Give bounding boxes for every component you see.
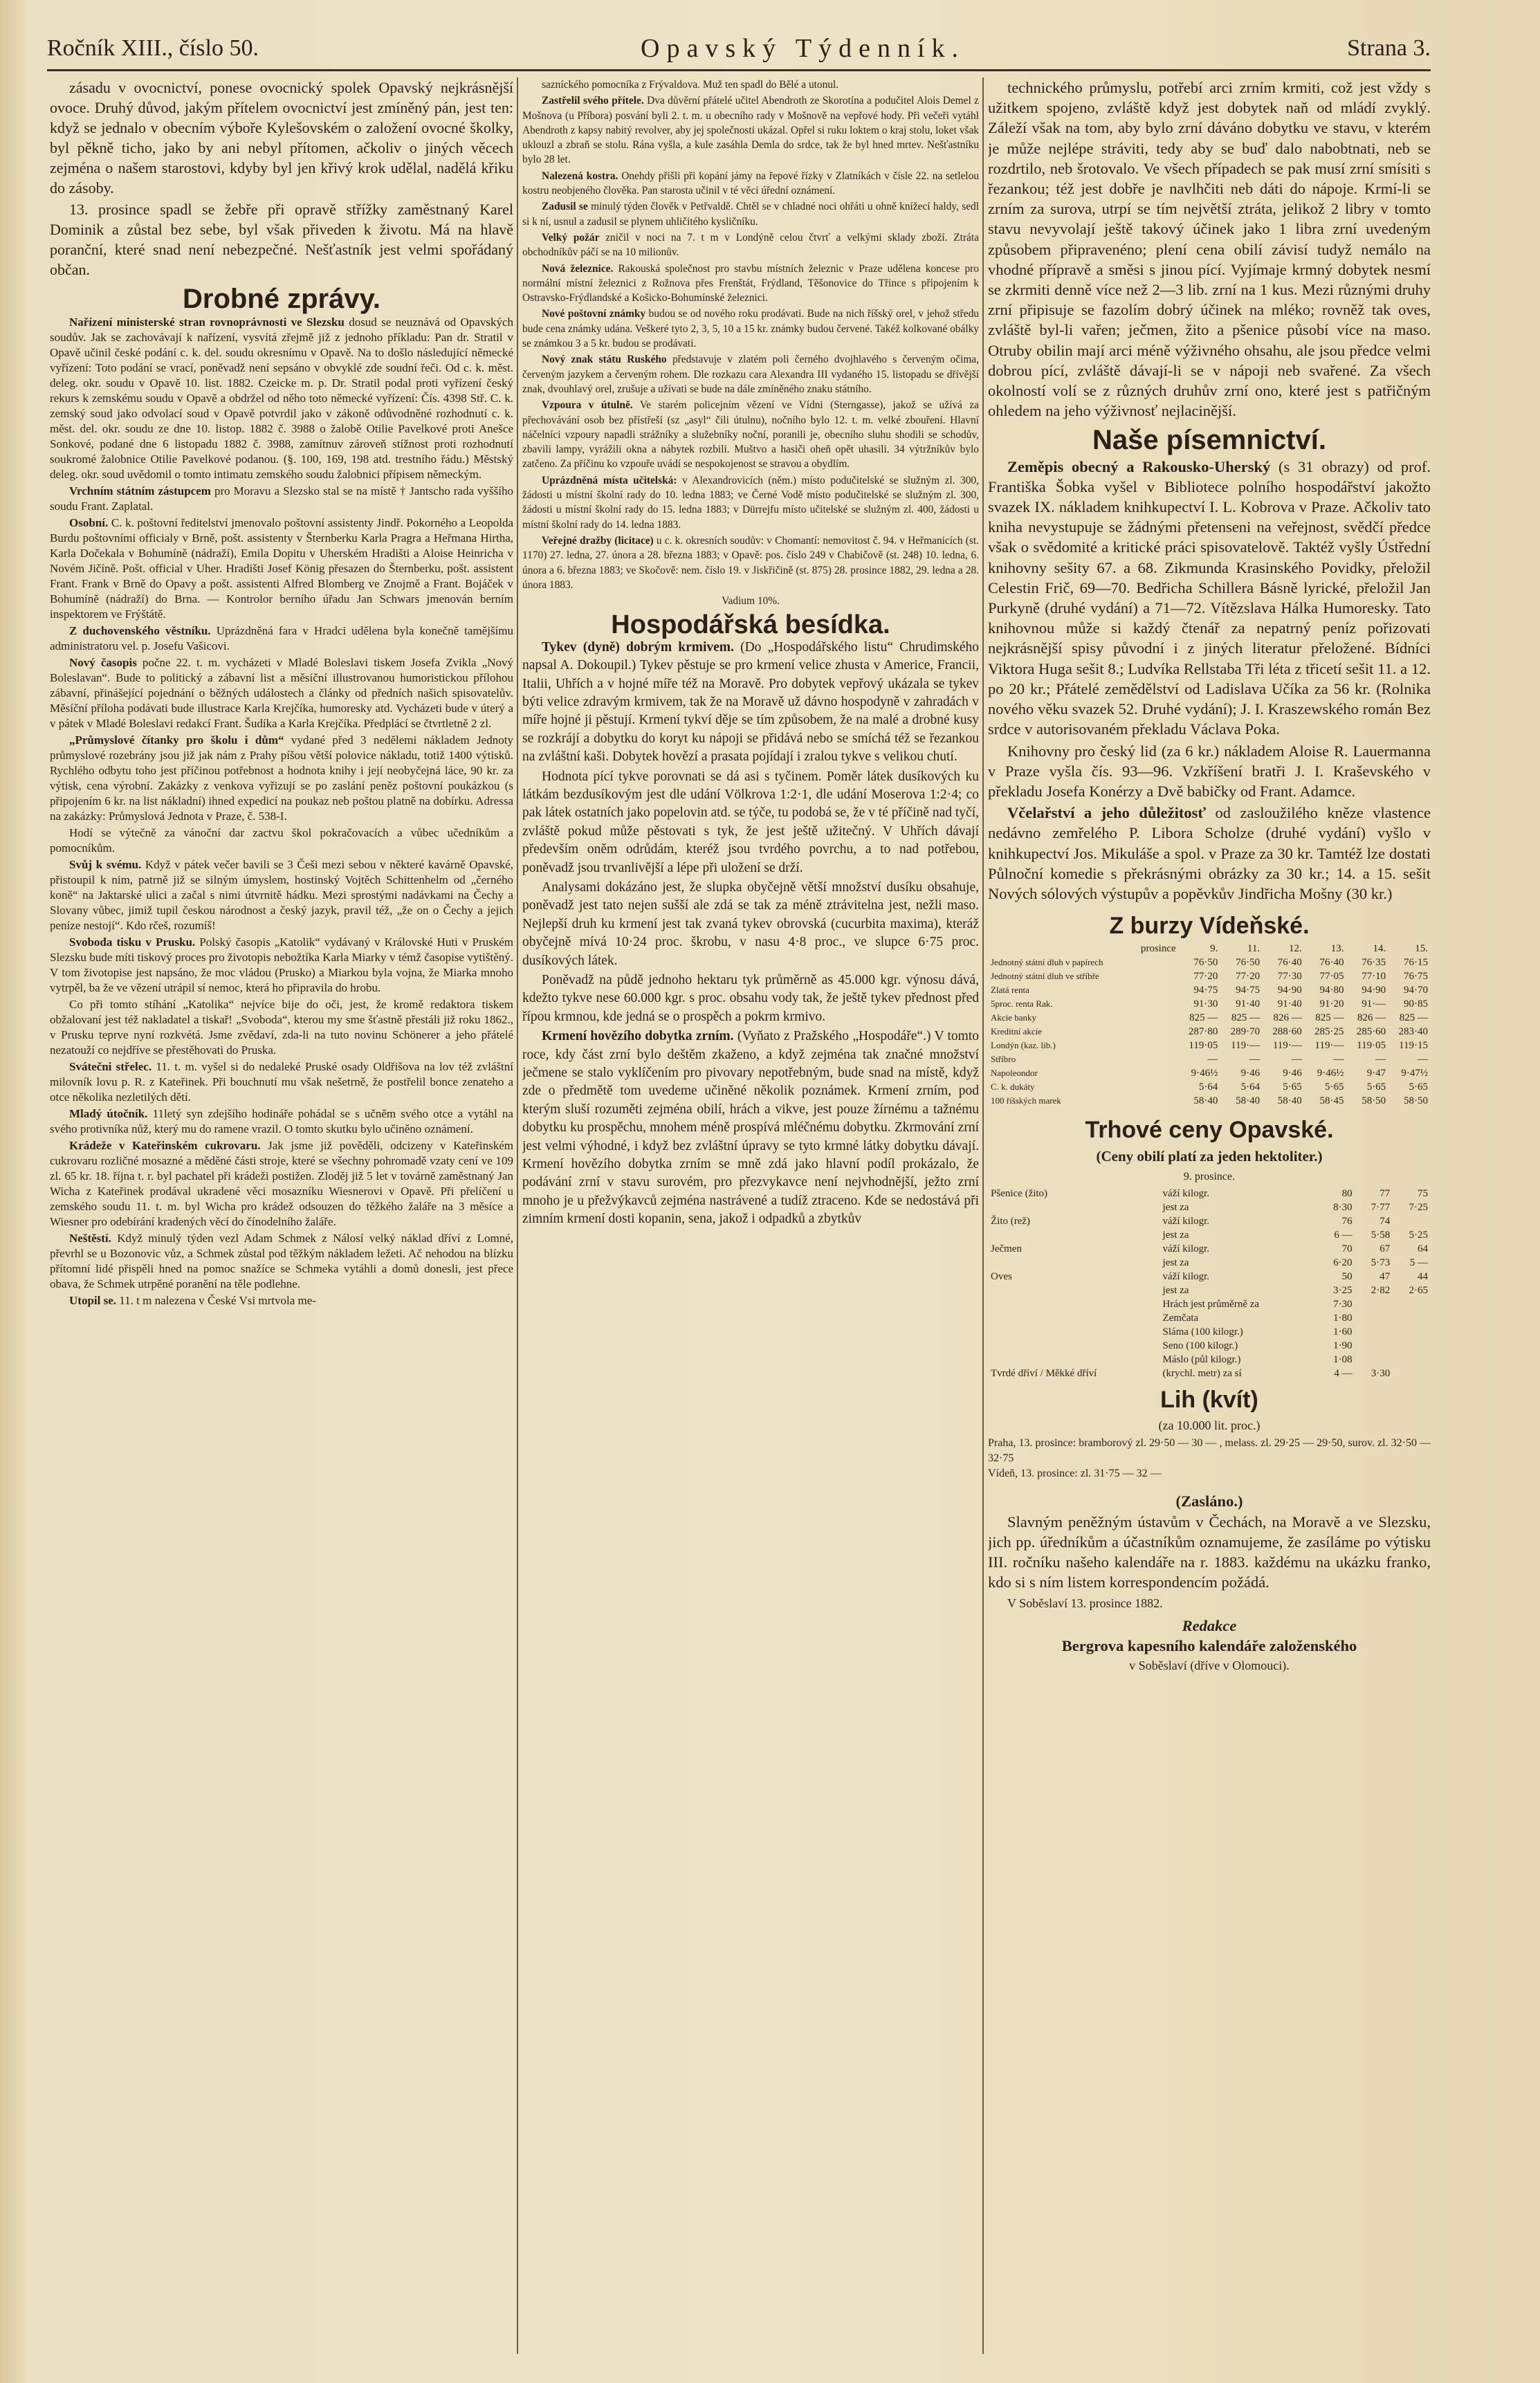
news-item: Nový znak státu Ruského představuje v zlatém poli černého dvojhlavého s červeným očima, červeným jazykem a červeným rohem. Dle rozkazu cara Alexandra III vydaného 15. listopadu se dřívější znak, dvouhlavý orel, zrušuje a užívati se bude na dále zmíněného znaku státního. [522, 354, 979, 395]
table-cell: jest za [1162, 1257, 1189, 1268]
table-cell: 1·08 [1333, 1353, 1353, 1365]
table-cell: 119·— [1272, 1040, 1302, 1052]
table-cell: 3·25 [1333, 1284, 1353, 1296]
table-cell: 288·60 [1272, 1026, 1302, 1038]
table-cell: 77·20 [1193, 971, 1218, 983]
table-cell: 76·40 [1277, 957, 1302, 969]
article-text: 13. prosince spadl se žebře při opravě střížky zaměstnaný Karel Dominik a zůstal bez sebe, byl však přiveden k životu. Má na hlavě poranční, které snad není nebezpečné. Nešťastník jest velmi spořádaný občan. [50, 201, 513, 278]
table-cell: Zemčata [1162, 1312, 1199, 1324]
table-cell: 94·75 [1236, 985, 1261, 996]
table-header [988, 942, 1431, 956]
table-cell [1355, 1297, 1393, 1311]
table-row [988, 983, 1431, 997]
table-cell [1130, 1039, 1179, 1052]
table-row [988, 1094, 1431, 1108]
table-cell: Londýn (kaz. lib.) [991, 1040, 1056, 1051]
column-1 [50, 77, 513, 2354]
table-header-cell: prosince [1140, 943, 1176, 955]
table-cell: 1·60 [1333, 1326, 1353, 1337]
market-subtitle: (Ceny obilí platí za jeden hektoliter.) [1096, 1147, 1323, 1165]
table-cell: 6 — [1334, 1229, 1353, 1241]
table-cell [1130, 1011, 1179, 1025]
table-cell: C. k. dukáty [991, 1081, 1035, 1093]
news-item: Z duchovenského věstníku. Uprázdněná fara v Hradci udělena byla konečně tamějšímu administratoru vel. p. Josefu Vašicovi. [50, 624, 513, 652]
table-cell: 5·65 [1283, 1081, 1302, 1093]
table-cell: Pšenice (žito) [991, 1187, 1048, 1199]
table-cell: 76·75 [1404, 971, 1428, 983]
table-cell: 80 [1341, 1187, 1353, 1199]
section-heading-hospodarska-besidka: Hospodářská besídka. [611, 610, 890, 640]
table-cell [1130, 969, 1179, 983]
table-cell [1130, 1066, 1179, 1080]
table-row [988, 1339, 1431, 1353]
table-cell: 70 [1341, 1243, 1353, 1254]
news-item: Vrchním státním zástupcem pro Moravu a Slezsko stal se na místě † Jantscho rada vyššího soudu Frant. Zaplatal. [50, 484, 513, 513]
table-cell: 76·35 [1362, 957, 1386, 969]
table-cell: 76 [1341, 1215, 1353, 1227]
table-row [988, 1284, 1431, 1297]
table-cell: — [1291, 1054, 1302, 1066]
table-cell: Akcie banky [991, 1012, 1037, 1023]
section-heading-nase-pisemnictvi: Naše písemnictví. [1092, 425, 1326, 456]
table-row [988, 1039, 1431, 1052]
table-cell: 5·65 [1409, 1081, 1428, 1093]
table-cell: 77 [1379, 1187, 1391, 1199]
lih-subtitle: (za 10.000 lit. proc.) [1158, 1418, 1261, 1433]
table-cell: 9·47 [1366, 1068, 1386, 1079]
table-row [988, 1052, 1431, 1066]
table-cell: 5·65 [1366, 1081, 1386, 1093]
table-cell [1130, 1025, 1179, 1039]
table-cell [1355, 1353, 1393, 1367]
article-text: zásadu v ovocnictví, ponese ovocnický spolek Opavský nejkrásnější ovoce. Druhý důvod, jakým přítelem ovocnictví jest zmíněný pán, jest ten: když se jednalo v obecním výboře Kylešovském o založení ovocné školky, byl pěkně ticho, jako by ani nebyl přítomen, ačkoliv o jiných věcech zejména o našem starostovi, kdyby byl jen křivý krok udělal, nadělá křiku do zásoby. [50, 79, 513, 197]
table-row [988, 1011, 1431, 1025]
literature-item: Včelařství a jeho důležitosť od zasloužilého kněze vlastence nedávno zemřelého P. Libora Scholze (druhé vydání) vyšlo v knihkupectví Jos. Mikuláše a spol. v Praze za 30 kr. Tamtéž lze dostati Půlnoční komedie s překrásnými obrázky za 30 kr.; 14. a 15. sešit Nových sólových výstupův a popěvkův Jindřicha Mošny (30 kr.) [988, 804, 1431, 902]
news-item: Uprázdněná místa učitelská: v Alexandrovicích (něm.) místo podučitelské se služným zl. 300, žádosti u místní školní rady do 10. ledna 1883; ve Černé Vodě místo podučitelské se služným zl. 300, žádosti u místní školní rady do 15. ledna 1883; v Dürrejfu místo učitelské se služným zl. 400, žádosti u místní školní rady do 14. ledna 1883. [522, 474, 979, 531]
table-cell: 5·58 [1371, 1229, 1391, 1241]
table-cell: 77·10 [1362, 971, 1386, 983]
table-cell [1355, 1339, 1393, 1353]
table-header-cell: 13. [1330, 943, 1344, 955]
table-cell: Oves [991, 1270, 1012, 1282]
table-cell: 5·64 [1198, 1081, 1218, 1093]
column-2 [522, 77, 979, 2354]
news-item: Velký požár zničil v noci na 7. t m v Londýně celou čtvrť a velkými sklady zboží. Ztráta obchodníkův páčí se na 10 milionův. [522, 231, 979, 259]
literature-item: Knihovny pro český lid (za 6 kr.) nákladem Aloise R. Lauermanna v Praze vyšla čís. 93—96. Vzkříšení bratři J. I. Kraševského v překladu Josefa Konérzy a Dvě babičky od Frant. Adamce. [988, 742, 1431, 800]
market-date: 9. prosince. [1183, 1170, 1236, 1183]
table-cell: 58·40 [1236, 1095, 1261, 1107]
table-cell: 94·75 [1193, 985, 1218, 996]
table-cell [1355, 1311, 1393, 1325]
table-cell: 75 [1418, 1187, 1428, 1199]
table-cell [988, 1256, 1160, 1270]
article-text: Tykev (dyně) dobrým krmivem. (Do „Hospodářského listu“ Chrudimského napsal A. Dokoupil.) Tykev pěstuje se pro krmení velice zhusta v Americe, Francii, Italii, Uhřích a v hojné míře též na Moravě. Pro dobytek vepřový ukázala se tykev býti velice zdravým krmivem, tak že na Moravě už dávno hospodyně v zahradách v míře hojné ji pěstují. Krmení tykví děje se tím způsobem, že na malé a drobné kusy se rozkrájí a dobytku do koryt ku nápoji se přidává nebo se smíchá též se řezankou na zvláštní kaši. Dobytek hovězí a prasata pojídají i zralou tykve s velikou chutí. [522, 639, 979, 765]
table-cell: — [1418, 1054, 1428, 1066]
table-cell: 64 [1418, 1243, 1428, 1254]
table-cell: 825 — [1315, 1012, 1344, 1024]
table-cell: — [1207, 1054, 1218, 1066]
table-cell: Jednotný státní dluh v papírech [991, 957, 1103, 968]
table-cell: — [1249, 1054, 1261, 1066]
news-item: Vadium 10%. [722, 595, 780, 608]
table-cell: 285·60 [1356, 1026, 1386, 1038]
news-item: Svůj k svému. Když v pátek večer bavili se 3 Češi mezi sebou v některé kavárně Opavské, přistoupil k nim, patrně již se silným úmyslem, hostinský Vojtěch Schittenhelm od „černého koně“ na Jaktarské ulici a začal s nimi útvrnitě hádku. Mezi sprostými nadávkami na Čechy a Slovany vůbec, jimiž tupil českou národnost a český jazyk, pravil též, „že on o Čechy a jejich peníze nestojí“. Kdo rčeš, rozumíš! [50, 858, 513, 932]
table-cell: Jednotný státní dluh ve stříbře [991, 971, 1099, 982]
table-header-cell: 12. [1289, 943, 1302, 955]
table-cell [1130, 1094, 1179, 1108]
table-cell: 9·46 [1283, 1068, 1302, 1079]
table-cell: 90·85 [1404, 998, 1428, 1010]
table-cell [988, 1228, 1160, 1242]
table-cell: Máslo (půl kilogr.) [1162, 1353, 1241, 1365]
table-cell: 91·— [1362, 998, 1386, 1010]
table-cell: 58·40 [1193, 1095, 1218, 1107]
table-cell: 119·— [1231, 1040, 1261, 1052]
signature-calendar: Bergrova kapesního kalendáře založenského [1061, 1636, 1357, 1654]
table-cell [988, 1353, 1160, 1367]
announcement-date: V Soběslaví 13. prosince 1882. [1007, 1596, 1163, 1611]
table-row [988, 1325, 1431, 1339]
table-cell: 2·65 [1409, 1284, 1428, 1296]
news-item: Mladý útočník. 11letý syn zdejšího hodináře pohádal se s učněm svého otce a vytáhl na svého protivníka nůž, který mu do ramene vrazil. O tomto skutku bylo učiněno oznámení. [50, 1107, 513, 1135]
table-cell: 44 [1418, 1270, 1428, 1282]
table-cell: 91·30 [1193, 998, 1218, 1010]
news-item: Zastřelil svého přítele. Dva důvěrní přátelé učitel Abendroth ze Skorotína a podučitel Alois Demel z Mošnova (u Příbora) posvání byli 2. t. m. u obecního rady v Mošnově na vepřové hody. Při večeři vytáhl Abendroth z kapsy nabitý revolver, aby jej společnosti ukázal. Opřel si ruku loktem o kraj stolu, loket však uklouzl a zbraň se stolu. Rána vyšla, a kule zasáhla Demla do srdce, tak že byl hned mrtev. Nešťastníku bylo 28 let. [522, 95, 979, 166]
article-text: technického průmyslu, potřebí arci zrním krmiti, což jest vždy s užitkem spojeno, zvláště když jest dobytek naň od mládí zvyklý. Záleží však na tom, aby bylo zrní dáváno dobytku ve stavu, v kterém je může nejlépe stráviti, tedy aby se buď dalo nabobtnati, neb se rozdrtilo, neb šrotovalo. Ve všech případech se pak musí zrní smísiti s řezankou; též jest dobře je navlhčiti neb dáti do nápoje. Krmí-li se zrním za surova, utrpí se tím největší ztráta, jelikož 2 libry v tomto stavu nevyvolají ještě takový účinek jako 1 libra zrní uvedeným způsobem připravenéno; plení cena obilí závisí tudyž nemálo na vhodné přípravě a směsi s jinou pící. Vyjímaje krmný dobytek nesmí se zkrmiti denně více než 2—3 lib. zrní na 1 kus. Mezi různými druhy zrní připisuje se fazolím dobrý účinek na mléko; rovněž tak oves, zvláště byl-li vařen; ječmen, žito a pšenice působí více na maso. Otruby obilin mají arci méně výživného ohsahu, ale jsou předce velmi dobrou pící, zvláště dávají-li se v nápoji neb svařené. Za všech okolností volí se z různých druhův zrní ono, které jest s patřičným ohledem na jeho výživnosť nejlacinější. [988, 79, 1431, 420]
table-cell: 58·50 [1362, 1095, 1386, 1107]
table-cell: 119·— [1314, 1040, 1344, 1052]
table-cell: jest za [1162, 1229, 1189, 1241]
column-divider [517, 77, 518, 2354]
table-cell: jest za [1162, 1201, 1189, 1213]
signature-place: v Soběslaví (dříve v Olomouci). [1129, 1658, 1290, 1672]
table-cell: 7·25 [1409, 1201, 1428, 1213]
table-cell: 6·20 [1333, 1257, 1353, 1268]
table-cell: 825 — [1189, 1012, 1218, 1024]
table-cell: 7·77 [1371, 1201, 1391, 1213]
table-row [988, 1242, 1431, 1256]
table-cell: 283·40 [1398, 1026, 1428, 1038]
section-heading-trhove-ceny: Trhové ceny Opavské. [1085, 1117, 1334, 1144]
news-item: Krádeže v Kateřinském cukrovaru. Jak jsme již pověděli, odcizeny v Kateřinském cukrovaru rozličné mosazné a měděné části stroje, které se všechny pohromadě vzaty cení ve 109 zl. 65 kr. 18. října t. r. byl pachatel při krádeži postižen. Zloděj již 5 let v továrně zaměstnaný Jan Wicha z Kateřinek prodával ukradené věci mosazníku Wiesnerovi v Opavě. Při přelíčení u zemského soudu 11. t. m. byl Wicha pro krádež odsouzen do těžkého žaláře na 3 měsíce a Wiesner pro odebírání kradených věcí do čínodelního žaláře. [50, 1139, 513, 1228]
table-cell: 91·40 [1236, 998, 1261, 1010]
table-cell: 91·40 [1277, 998, 1302, 1010]
lih-prague: Praha, 13. prosince: bramborový zl. 29·50 — 30 — , melass. zl. 29·25 — 29·50, surov. zl. 32·50 — 32·75 [988, 1437, 1431, 1465]
table-header-cell [988, 942, 1130, 956]
table-cell: — [1333, 1054, 1344, 1066]
table-row [988, 1200, 1431, 1214]
table-row [988, 1025, 1431, 1039]
newspaper-title: Opavský Týdenník. [641, 34, 966, 63]
table-cell: 2·82 [1371, 1284, 1391, 1296]
article-text: Krmení hovězího dobytka zrním. (Vyňato z Pražského „Hospodáře“.) V tomto roce, kdy část zrní bylo deštěm zkaženo, a když zejména tak značné množství ječmene se stalo vyklíčením pro pivovary nepotřebným, bude snad na místě, když zde o předmětě tom uvedeme učiněné několik poznámek. Krmení zrním, pod kterým sluší rozuměti zejména obilí, hrách a vikve, jest pouze žírnému a tažnému dobytku ku prospěchu, mnohem méně prospívá mléčnému dobytku. Zkrmování zrní jest velmi výhodné, i když bez zvláštní úpravy se tyto krmné látky dobytku dávají. Krmení hovězího dobytka zrním se mně zdá jako hlavní podíl prokázalo, že podávání zrní v stavu surovém, pro přezvykavce není nejvhodnější, ježto zrní mnoho je u přežvýkavců zejména nastrávené a tudíž ztraceno. Kde se nedostává při zimním krmení dosti kopanin, sena, jakož i odpadků a zbytkův [522, 1029, 979, 1227]
signature-redakce: Redakce [1182, 1616, 1237, 1634]
news-item: Nový časopis počne 22. t. m. vycházeti v Mladé Boleslavi tiskem Josefa Zvikla „Nový Boleslavan“. Bude to politický a zábavní list a měsíční illustrovanou humoristickou přílohou zábavní, přinášející pojednání o běžných událostech a články od předních našich spisovatelův. Měsíční příloha podávati bude illustrace Karla Krejčíka, humoresky atd. Vycházeti bude v úterý a v pátek v Mladé Boleslavi redakcí Frant. Šudíka a Karla Krejčíka. Předplácí se čtvrtletně 2 zl. [50, 656, 513, 730]
table-cell: 289·70 [1230, 1026, 1261, 1038]
table-row [988, 956, 1431, 969]
news-item: Svátečni střelec. 11. t. m. vyšel si do nedaleké Pruské osady Oldřišova na lov též zvláštní milovník lovu p. R. z Kateřinek. Při bouchnutí mu však nešetrně, že postřelil bonce zenateho a otce několika nezletilých dětí. [50, 1060, 513, 1104]
table-header-cell: 14. [1373, 943, 1386, 955]
literature-item: Zeměpis obecný a Rakousko-Uherský (s 31 obrazy) od prof. Františka Šobka vyšel v Bibliotece polního hospodářství jakožto svazek IX. nákladem knihkupectví I. L. Kobrova v Praze. Ačkoliv tato kniha nevystupuje se žádnými přetenseni na veřejnost, svědčí předce však o svědomité a kritické práci spisovatelově. Taktéž vyšly Ústřední knihovny sešity 67. a 68. Zikmunda Krasinského Povidky, přeložil Celestin Frič, 69—70. Bedřicha Schillera Básně lyrické, přeložil Jan Purkyně (druhé vydání) a 71—72. Vítězslava Hálka Humoresky. Tato knihovnou může si každý čtenář za nepatrný peníz pořizovati nejkrásnější spisy původní i z jiných literatur přeložené. Bídníci Viktora Huga sešit 8.; Ludvíka Rellstaba Tři léta z třicetí sešit 11. a 12. po 20 kr.; Přátelé zemědělství od Ladislava Učíka za 56 kr. (Rolnika nového věku svazek 52. Druhé vydání); J. I. Kraszewského román Bez srdce v autorisovaném překladu Václava Poka. [988, 457, 1431, 738]
table-cell: Hrách jest průměrně za [1162, 1298, 1260, 1310]
table-cell: váží kilogr. [1162, 1215, 1210, 1227]
table-cell: Sláma (100 kilogr.) [1162, 1326, 1243, 1337]
announcement-text: Slavným peněžným ústavům v Čechách, na Moravě a ve Slezsku, jich pp. úředníkům a účastníkům oznamujeme, že zasíláme po výtisku III. ročníku našeho kalendáře na r. 1883. každému na ukázku franko, kdo si s ním listem korrespondencím požádá. [988, 1513, 1431, 1591]
table-row [988, 1297, 1431, 1311]
table-cell [988, 1311, 1160, 1325]
table-row [988, 1367, 1431, 1380]
table-cell: 119·05 [1357, 1040, 1386, 1052]
table-cell [1130, 956, 1179, 969]
table-cell [1393, 1297, 1431, 1311]
section-heading-drobne-zpravy: Drobné zprávy. [183, 284, 381, 314]
table-cell [988, 1297, 1160, 1311]
table-cell [1393, 1311, 1431, 1325]
table-cell [1393, 1325, 1431, 1339]
table-row [988, 1353, 1431, 1367]
table-cell: Žito (rež) [991, 1215, 1031, 1227]
table-cell: Seno (100 kilogr.) [1162, 1340, 1238, 1351]
news-item: Nové poštovní známky budou se od nového roku prodávati. Bude na nich říšský orel, v jehož středu bude cena známky udána. Veškeré tyto 2, 3, 5, 10 a 15 kr. známky budou červené. Takéž kolkované obálky se známkou 3 a 5 kr. budou se prodávati. [522, 308, 979, 350]
table-cell: 91·20 [1319, 998, 1344, 1010]
page-number: Strana 3. [1347, 35, 1431, 61]
news-item: Osobní. C. k. poštovní ředitelství jmenovalo poštovní assistenty Jindř. Pokorného a Leopolda Burdu poštovními officialy v Brně, pošt. assistenty v Šternberku Karla Pragra a Heřmana Hirtha, Karla Dočekala v Bohumíně (nádraží), Emila Dopitu v Uherském Hradišti a Aloise Heinricha v Novém Jičíně. Pošt. official v Uher. Hradišti Josef König přesazen do Šternberku, pošt. assistent Frant. Frank v Brně do Opavy a pošt. assistenti Alfred Blomberg ve Znojmě a Frant. Bojáček v Bohumíně (nádraží) do Brna. — Kontrolor berního úřadu Jan Schwars jmenován berním inspektorem ve Frýštátě. [50, 516, 513, 621]
table-row [988, 969, 1431, 983]
section-heading-lih: Lih (kvít) [1160, 1386, 1258, 1413]
table-cell [1393, 1367, 1431, 1380]
table-cell: 9·46½ [1317, 1068, 1344, 1079]
table-cell: 119·05 [1189, 1040, 1218, 1052]
table-cell: 50 [1341, 1270, 1353, 1282]
news-item: Svoboda tisku v Prusku. Polský časopis „Katolik“ vydávaný v Královské Huti v Pruském Slezsku bude míti tiskový proces pro životopis nebožtíka Karla Miarky v témž časopise vytištěný. V tom životopise jest napsáno, že moc vládou (Prusko) a Miarkou byla vojna, že Miarka mnoho vytrpěl, ba že ve vězení utrápil sí nemoc, která ho připravila do hrobu. [50, 935, 513, 994]
table-row [988, 1214, 1431, 1228]
table-cell: 825 — [1399, 1012, 1428, 1024]
news-item: Nová železnice. Rakouská společnost pro stavbu místních železnic v Praze udělena koncese pro normální místní železnici z Rožnova přes Frenštát, Frýdland, Těšonovice do Třince s připojením k Ostravsko-Frýdlandské a Košicko-Bohumínské železnici. [522, 262, 979, 304]
table-cell: 94·90 [1362, 985, 1386, 996]
table-cell: 285·25 [1314, 1026, 1344, 1038]
table-cell: 5proc. renta Rak. [991, 998, 1053, 1010]
table-cell: jest za [1162, 1284, 1189, 1296]
table-header-cell: 11. [1247, 943, 1261, 955]
table-cell: 3·30 [1371, 1367, 1391, 1379]
table-cell [1355, 1325, 1393, 1339]
news-item: Zadusil se minulý týden člověk v Petřvaldě. Chtěl se v chladné noci ohřáti u ohně knížecí haldy, sedl si k ní, usnul a zadusil se plynem uhličitého kysličníku. [522, 201, 979, 228]
table-row [988, 1066, 1431, 1080]
table-cell [1130, 997, 1179, 1011]
article-text: Hodnota pící tykve porovnati se dá asi s tyčinem. Poměr látek dusíkových ku látkám bezdusíkovým jest dle udání Völkrova 1:2·1, dle udání Moserova 1:2·4; co pak látek ostatních jako popelovin atd. se týče, tu podobá se, že v té příčině nad tyčí, zvláště pokud může pěstovati s tyk, že jest ještě užitečný. V Uhřích dávají především oněm odrůdám, kteréž jsou tvrdého povrchu, a to nad potřebou, poněvadž jsou trvanlivější a lépe při uložení se drží. [522, 769, 979, 875]
table-cell: 5·25 [1409, 1229, 1428, 1241]
column-divider [982, 77, 984, 2354]
table-cell [1130, 1080, 1179, 1094]
table-cell: 100 říšských marek [991, 1095, 1061, 1106]
table-cell: 826 — [1357, 1012, 1386, 1024]
news-item: Co při tomto stíhání „Katolika“ nejvíce bije do oči, jest, že kromě redaktora tiskem obžalovaní jest též nakladatel a tiskař! „Svoboda“, kterou my sme šťastně přestáli již roku 1862., v Prusku teprve nyní rozkvétá. Jsme zvědaví, zda-li na tuto novinu Schönerer a jeho přátelé nezatouží co nejdříve se přestěhovati do Pruska. [50, 998, 513, 1057]
table-cell: váží kilogr. [1162, 1270, 1210, 1282]
table-cell: 76·15 [1404, 957, 1428, 969]
table-header-cell: 15. [1415, 943, 1428, 955]
table-cell: 826 — [1273, 1012, 1302, 1024]
table-cell: 287·80 [1188, 1026, 1218, 1038]
stock-exchange-table [988, 942, 1431, 1108]
table-cell: 76·50 [1236, 957, 1261, 969]
table-row [988, 997, 1431, 1011]
table-cell: (krychl. metr) za sí [1162, 1367, 1242, 1379]
table-cell: 5·73 [1371, 1257, 1391, 1268]
news-item: Neštěstí. Když minulý týden vezl Adam Schmek z Nálosí velký náklad dříví z Lomné, převrhl se u Bozonovic vůz, a Schmek zůstal pod těžkým nákladem ležeti. Ač nehodou na blízku přítomní lidé přispěli hned na pomoc snažíce se Schmeka vytáhli a domů donesli, jest přece obava, že Schmek utrpěné poranění na těle podlehne. [50, 1232, 513, 1290]
table-cell: Zlatá renta [991, 985, 1029, 996]
table-cell [1393, 1353, 1431, 1367]
page-header [47, 28, 1431, 71]
table-cell: 58·50 [1404, 1095, 1428, 1107]
news-item: Veřejné dražby (licitace) u c. k. okresních soudův: v Chomantí: nemovitost č. 94. v Heřmanicích (st. 1170) 27. ledna, 27. února a 28. března 1883; v Opavě: pos. číslo 249 v Chabičově (st. 248) 10. ledna, 6. února a 6. března 1883; ve Skočově: nem. číslo 19. v Jiskřičině (st. 875) 28. prosince 1882, 29. ledna a 28. února 1883. [522, 534, 979, 591]
table-cell: 67 [1379, 1243, 1391, 1254]
table-cell: 47 [1379, 1270, 1391, 1282]
column-3 [988, 77, 1431, 2354]
table-cell [988, 1339, 1160, 1353]
news-item: „Průmyslové čítanky pro školu i dům“ vydané před 3 nedělemi nákladem Jednoty průmyslové rozebrány jsou již jak nám z Prahy píšou větší polovice nákladu, totiž 1400 výtisků. Rychlého odbytu toho jest příčinou potřebnost a hodnota knihy i její neobyčejná láce, 90 kr. za výtisk, cena výrobní. Zakázky z venkova vyřizují se po zaslání peněz poštovní poukázkou (s připojením 6 kr. na list nákladní) ihned expedicí na poukaz neb poštou platně na dobírku. Adressa na zakázky: Průmyslová Jednota v Praze, č. 538-I. [50, 733, 513, 823]
table-cell: 5·64 [1240, 1081, 1261, 1093]
news-item: Nařízení ministerské stran rovnoprávnosti ve Slezsku dosud se neuznává od Opavských soudův. Jak se zachovávají k nařízení, vysvítá zřejmě již z jednoho příkladu: Pan dr. Stratil v Opavě učinil české podání c. k. del. soudu okresnímu v Opavě. Na to došlo následující německé vyřízení: Toto podání se vrací, poněvadž není sepsáno v obvyklé zde soudní řeči. Od c. k. měst. deleg. okr. soudu v Opavě 10. list. 1882. Czeicke m. p. Dr. Stratil podal proti vyřízení český rekurs k zemskému soudu v Opavě a obdržel od něho toto německé vyřízení: Čís. 4398 Stř. C. k. zemský soud jako odvolací soud v Opavě potvrdil jako v zákoně odůvodněné rozhodnutí c. k. měst. del. okr. soudu ze dne 10. listop. 1882 č. 3988 o žalobě Otilie Pavelkové proti Anešce Sonkové, podané dne 6 listopadu 1882 č. 3988, zamítnuv zároveň stížnost proti rozhodnutí soukromé žalobnice Otilie Pavelkové podanou. (§. 100, 169, 198 atd. trestního řádu.) Městský deleg. okr. soud uvědomil o tomto intimatu zemského soudu žalobnici přípisem německým. [50, 316, 513, 481]
news-item: Hodí se výtečně za vánoční dar zactvu škol pokračovacích a vůbec učedníkům a pomocníkům. [50, 826, 513, 855]
table-row [988, 1256, 1431, 1270]
table-cell: 5 — [1409, 1257, 1428, 1268]
article-text: Analysami dokázáno jest, že slupka obyčejně větší množství dusíku obsahuje, poněvadž jest tato nejen sušší ale zdá se tak za méně ztrávitelna jest, nežli maso. Nejlepší druh ku krmení jest tak zvaná tykev obrovská (cucurbita maxima), kteráž obyčejně mívá 10·24 proc. škrobu, v nasu 4·8 proc., ve slupce 6·75 proc. dusíkových látek. [522, 879, 979, 968]
table-cell [988, 1325, 1160, 1339]
table-cell: 9·46 [1240, 1068, 1261, 1079]
table-cell [1393, 1214, 1431, 1228]
table-row [988, 1270, 1431, 1284]
table-cell: 9·46½ [1191, 1068, 1218, 1079]
table-cell: Tvrdé dříví / Měkké dříví [991, 1367, 1097, 1379]
article-text: Poněvadž na půdě jednoho hektaru tyk průměrně as 45.000 kgr. výnosu dává, kdežto tykve nese 60.000 kgr. s proc. obsahu vody tak, že ještě tykev přednost před řípou krmnou, kde jedná se o prospěch a pokrm krmivo. [522, 973, 979, 1024]
table-cell: 1·80 [1333, 1312, 1353, 1324]
table-cell: 1·90 [1333, 1340, 1353, 1351]
table-cell: 825 — [1231, 1012, 1261, 1024]
table-cell: Ječmen [991, 1243, 1022, 1254]
zaslano-heading: (Zasláno.) [1175, 1492, 1243, 1510]
table-row [988, 1187, 1431, 1200]
table-cell: 9·47½ [1401, 1068, 1428, 1079]
table-cell: 77·05 [1319, 971, 1344, 983]
issue-number: Ročník XIII., číslo 50. [47, 35, 259, 61]
market-prices-table [988, 1187, 1431, 1380]
table-cell: Napoleondor [991, 1068, 1038, 1079]
table-cell: 77·30 [1277, 971, 1302, 983]
table-cell: — [1375, 1054, 1386, 1066]
table-cell: 5·65 [1324, 1081, 1344, 1093]
table-cell [1393, 1339, 1431, 1353]
table-cell: 77·20 [1236, 971, 1261, 983]
table-cell: váží kilogr. [1162, 1243, 1210, 1254]
table-header-cell: 9. [1210, 943, 1218, 955]
table-cell [1130, 983, 1179, 997]
table-cell: 119·15 [1399, 1040, 1428, 1052]
table-cell: 94·90 [1277, 985, 1302, 996]
lih-vienna: Vídeň, 13. prosince: zl. 31·75 — 32 — [988, 1468, 1162, 1480]
table-cell: 8·30 [1333, 1201, 1353, 1213]
table-cell [988, 1284, 1160, 1297]
table-cell: váží kilogr. [1162, 1187, 1210, 1199]
table-cell: 94·80 [1319, 985, 1344, 996]
table-cell: 4 — [1334, 1367, 1353, 1379]
news-item: sazníckého pomocníka z Frývaldova. Muž ten spadl do Bělé a utonul. [542, 79, 839, 91]
table-cell: 74 [1379, 1215, 1391, 1227]
table-cell [988, 1200, 1160, 1214]
table-cell [1130, 1052, 1179, 1066]
table-row [988, 1311, 1431, 1325]
table-cell: Kreditní akcie [991, 1026, 1042, 1037]
table-cell: 76·50 [1193, 957, 1218, 969]
table-cell: Stříbro [991, 1054, 1016, 1065]
table-cell: 7·30 [1333, 1298, 1353, 1310]
table-cell: 58·40 [1277, 1095, 1302, 1107]
table-row [988, 1228, 1431, 1242]
news-item: Utopil se. 11. t m nalezena v České Vsi mrtvola me- [69, 1294, 316, 1307]
table-cell: 94·70 [1404, 985, 1428, 996]
table-cell: 76·40 [1319, 957, 1344, 969]
section-heading-burza: Z burzy Vídeňské. [1109, 913, 1310, 940]
table-cell: 58·45 [1319, 1095, 1344, 1107]
news-item: Nalezená kostra. Onehdy přišli při kopání jámy na řepové řízky v Zlatníkách v čísle 22. na setlelou kostru neobjeného člověka. Pan starosta učinil v té věci úřední oznámení. [522, 170, 979, 197]
table-row [988, 1080, 1431, 1094]
news-item: Vzpoura v útulně. Ve starém policejním vězení ve Vídni (Sterngasse), jakož se užívá za přechovávání osob bez přístřeší (sz „asyl“ čili útulnu), nočního bylo 12. t. m. velké zbouření. Hlavní náčelníci vzpoury napadli strážníky a služebníky noční, poranili je, obecního sluhu shodili se schodův, zbavili lampy, vyrážili okna a nábytek rozbili. Muštvo a hasiči oheň opět uhasili. 34 výtržníkův bylo zatčeno. Za příčinu ko vzpouře uvádí se nespokojenost se stravou a obydlím. [522, 399, 979, 471]
